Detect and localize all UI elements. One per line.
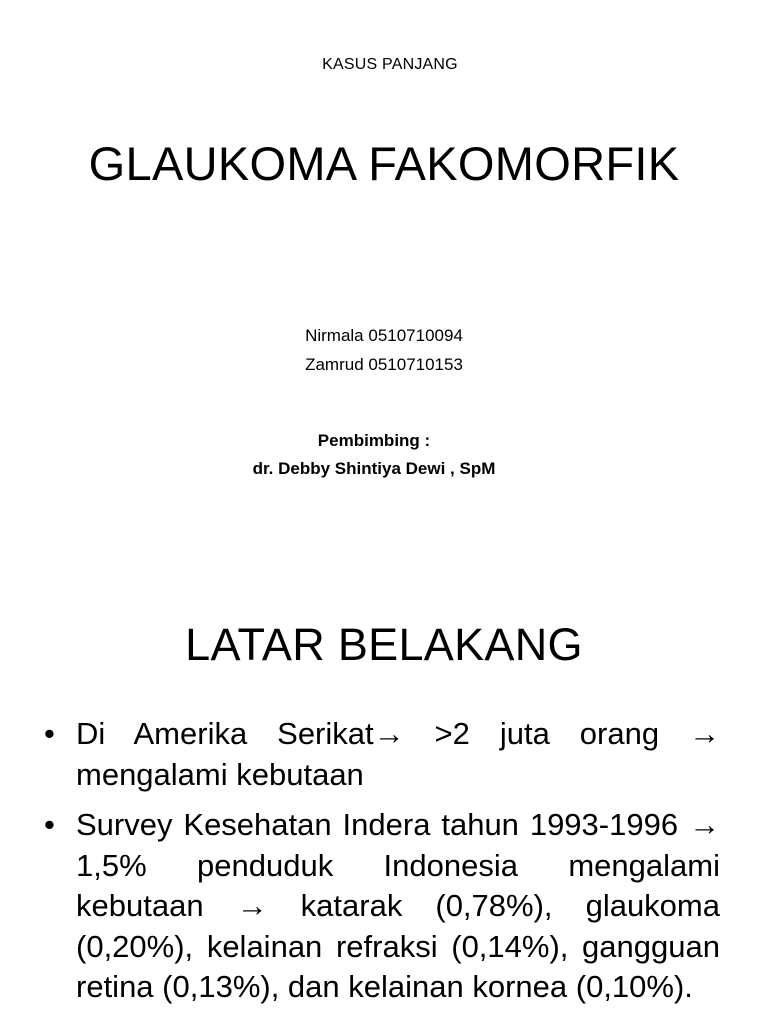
bullet-text: Survey Kesehatan Indera tahun 1993-1996 → 1,5% penduduk Indonesia mengalami kebutaan → katarak (0,78%), glaukoma (0,20%), kelainan refraksi (0,14%), gangguan retina (0,13%), dan kelainan kornea (0,10%). [76,807,720,1004]
supervisor-label: Pembimbing : [317,431,431,450]
section-title: LATAR BELAKANG [185,619,583,670]
bullet-list [44,714,720,1018]
main-title: GLAUKOMA FAKOMORFIK [88,137,680,190]
bullet-text: Di Amerika Serikat→ >2 juta orang → mengalami kebutaan [76,716,720,792]
supervisor-block [0,427,748,483]
case-label: KASUS PANJANG [322,56,458,73]
supervisor-name: dr. Debby Shintiya Dewi , SpM [252,459,496,478]
author-line: Zamrud 0510710153 [305,355,463,374]
bullet-icon: • [44,716,55,751]
slide-background [0,590,768,1024]
list-item [44,805,720,1008]
authors-block [0,321,768,379]
bullet-icon: • [44,807,55,842]
list-item [44,714,720,795]
author-line: Nirmala 0510710094 [305,326,463,345]
